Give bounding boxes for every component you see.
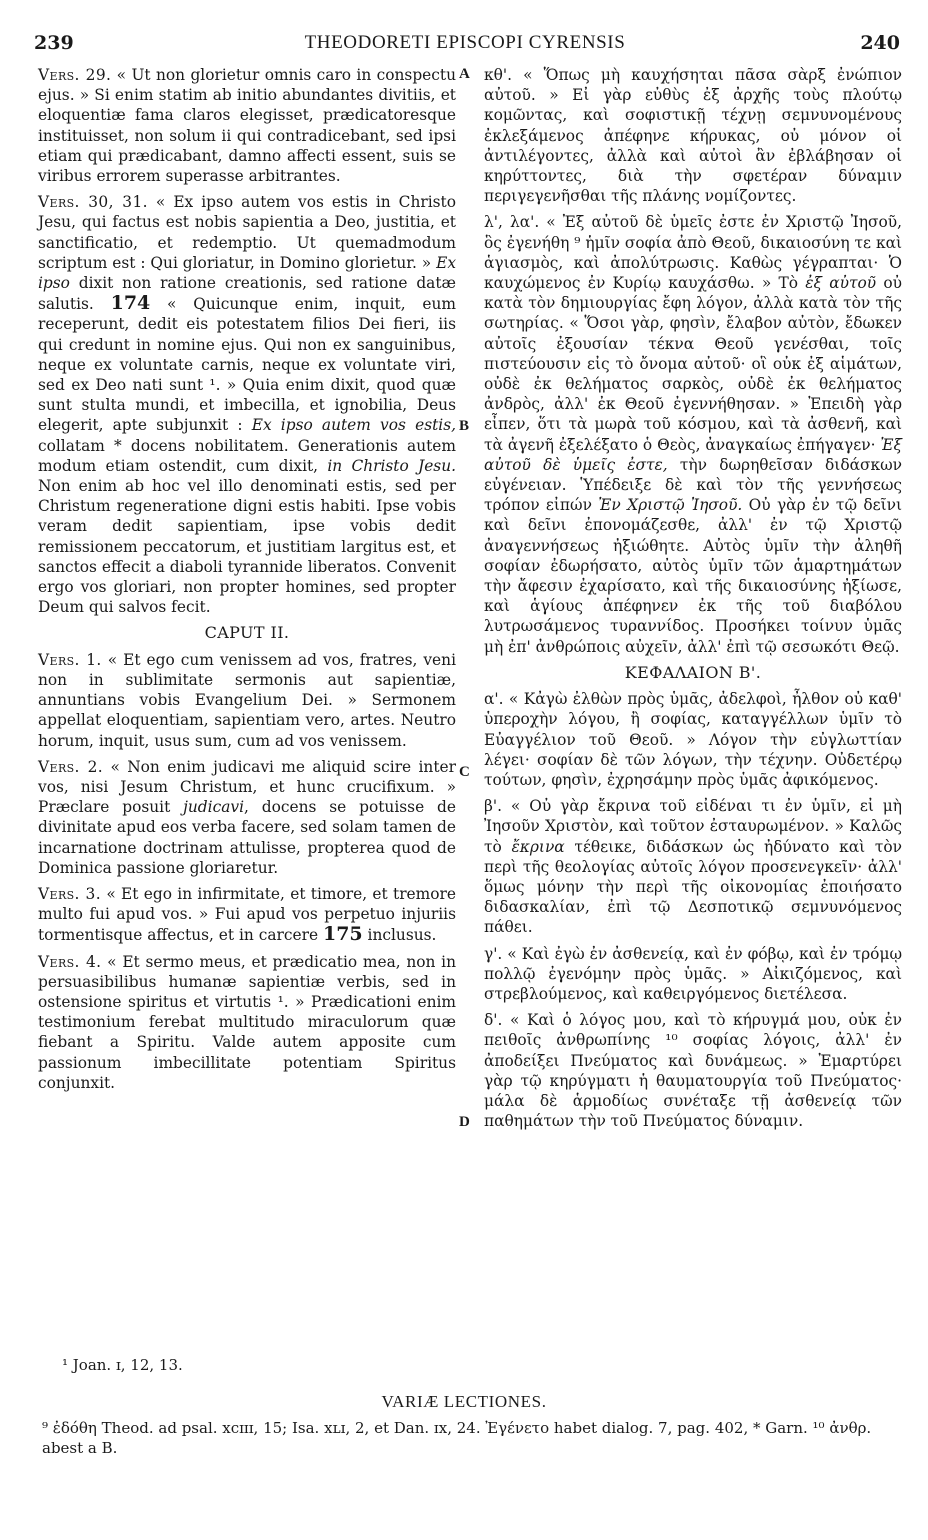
running-header [30, 32, 900, 58]
margin-letter-b: B [459, 418, 470, 434]
greek-text: οὐ κατὰ τὸν δημιουργίας ἔφη λόγον, ἀλλὰ κατὰ τὸν τῆς σωτηρίας. « Ὅσοι γὰρ, φησὶν, ἔλαβον αὐτὸν, ἔδωκεν αὐτοῖς ἐξουσίαν τέκνα Θεοῦ γενέσθαι, τοῖς πιστεύουσιν εἰς τὸ ὄνομα αὐτοῦ· οἳ οὐκ ἐξ αἱμάτων, οὐδὲ ἐκ θελήματος σαρκὸς, οὐδὲ ἐκ θελήματος ἀνδρὸς, ἀλλ' ἐκ Θεοῦ ἐγεννήθησαν. » Ἐπειδὴ γὰρ εἶπεν, ὅτι τὰ μωρὰ τοῦ κόσμου, καὶ τὰ ἀσθενῆ, καὶ τὰ ἀγενῆ ἐξελέξατο ὁ Θεὸς, ἀναγκαίως ἐπήγαγεν· [484, 274, 903, 454]
latin-paragraph [38, 757, 456, 878]
greek-paragraph: α'. « Κἀγὼ ἐλθὼν πρὸς ὑμᾶς, ἀδελφοὶ, ἦλθον οὐ καθ' ὑπεροχὴν λόγου, ἢ σοφίας, καταγγέλλων ὑμῖν τὸ Εὐαγγέλιον τοῦ Θεοῦ. » Λόγον τὴν εὐγλωττίαν λέγει· σοφίαν δὲ τῶν λόγων, τὴν τέχνην. Οὐδετέρῳ τούτων, φησὶν, ἐχρησάμην πρὸς ὑμᾶς ἀφικόμενος. [484, 690, 902, 789]
greek-paragraph [484, 796, 902, 937]
greek-paragraph: δ'. « Καὶ ὁ λόγος μου, καὶ τὸ κήρυγμά μου, οὐκ ἐν πειθοῖς ἀνθρωπίνης ¹⁰ σοφίας λόγοις, ἀλλ' ἐν ἀποδείξει Πνεύματος καὶ δυνάμεως. » Ἐμαρτύρει γὰρ τῷ κηρύγματι ἡ θαυματουργία τοῦ Πνεύματος· μάλα δὲ ἁρμοδίως συνέταξε τῇ ἀσθενείᾳ τῶν παθημάτων τὴν τοῦ Πνεύματος δύναμιν. [484, 1011, 902, 1131]
margin-letter-a: A [459, 66, 470, 82]
latin-italic: in Christo Jesu. [327, 456, 457, 475]
verse-label: Vers. 1. [38, 650, 102, 669]
latin-text: « Ex ipso autem vos estis in Christo Jesu, qui factus est nobis sapientia a Deo, justitia, et sanctificatio, et redemptio. Ut quemadmodum scriptum est : Qui gloriatur, in Domino glorietur. » [38, 193, 456, 272]
latin-text: « Et ego cum venissem ad vos, fratres, veni non in sublimitate sermonis aut sapientiæ, annuntians vobis Evangelium Dei. » Sermonem appellat eloquentiam, sapientiam vero, artes. Neutro horum, inquit, usus sum, cum ad vos venissem. [38, 650, 456, 750]
caput-heading: CAPUT II. [204, 623, 290, 643]
column-number: 175 [322, 923, 363, 946]
greek-column [484, 65, 902, 1137]
varia-lectiones-text: ⁹ ἐδόθη Theod. ad psal. xcɪɪɪ, 15; Isa. xʟɪ, 2, et Dan. ɪx, 24. Ἐγένετο habet dialog. 7, pag. 402, * Garn. ¹⁰ ἀνθρ. abest a B. [42, 1419, 872, 1457]
column-number: 174 [110, 292, 151, 315]
kephalaion-heading: ΚΕΦΑΛΑΙΟΝ Β'. [624, 662, 762, 682]
greek-italic: Ἐν Χριστῷ Ἰησοῦ. [598, 496, 743, 515]
margin-letter-c: C [459, 764, 470, 780]
greek-paragraph [484, 212, 902, 656]
margin-letter-d: D [459, 1114, 470, 1130]
verse-label: Vers. 30, 31. [38, 193, 148, 212]
greek-text: τὴν δωρηθεῖσαν διδάσκων εὐγένειαν. Ὑπέδειξε δὲ καὶ τὸν τῆς γεννήσεως τρόπον εἰπών [484, 455, 903, 515]
greek-italic: ἔκρινα [511, 837, 565, 856]
greek-paragraph: γ'. « Καὶ ἐγὼ ἐν ἀσθενείᾳ, καὶ ἐν φόβῳ, καὶ ἐν τρόμῳ πολλῷ ἐγενόμην πρὸς ὑμᾶς. » Αἰκιζόμενος, καὶ στρεβλούμενος, καὶ καθειργόμενος διετέλεσα. [484, 944, 902, 1003]
verse-label: Vers. 3. [38, 884, 102, 903]
varia-lectiones-title: VARIÆ LECTIONES. [381, 1392, 547, 1411]
verse-label: Vers. 29. [38, 66, 112, 84]
latin-paragraph [38, 65, 456, 186]
verse-label: Vers. 2. [38, 757, 104, 776]
greek-text: Οὐ γὰρ ἐν τῷ δεῖνι καὶ δεῖνι ἐπονομάζεσθε, ἀλλ' ἐν τῷ Χριστῷ ἀναγεννήσεως ἠξιώθητε. Αὐτὸς ὑμῖν τὴν ἀληθῆ σοφίαν ἐδωρήσατο, αὐτὸς ὑμῖν τῶν ἁμαρτημάτων τὴν ἄφεσιν ἐχαρίσατο, καὶ τῆς δικαιοσύνης ἠξίωσε, καὶ ἁγίους ἀπέφηνεν ἐκ τῆς τοῦ διαβόλου λυτρωσάμενος τυραννίδος. Προσήκει τοίνυν ὑμᾶς μὴ ἐπ' ἀνθρώποις αὐχεῖν, ἀλλ' ἐπὶ τῷ σεσωκότι Θεῷ. [484, 496, 902, 656]
page-number-right: 240 [860, 32, 900, 54]
latin-paragraph [38, 650, 456, 751]
latin-paragraph [38, 884, 456, 946]
greek-text: λ', λα'. « Ἐξ αὐτοῦ δὲ ὑμεῖς ἐστε ἐν Χριστῷ Ἰησοῦ, ὃς ἐγενήθη ⁹ ἡμῖν σοφία ἀπὸ Θεοῦ, δικαιοσύνη τε καὶ ἁγιασμὸς, καὶ ἀπολύτρωσις. Καθὼς γέγραπται· Ὁ καυχώμενος ἐν Κυρίῳ καυχάσθω. » Τὸ [484, 213, 902, 293]
latin-text: « Quicunque enim, inquit, eum receperunt, dedit eis potestatem filios Dei fieri, iis qui credunt in nomine ejus. Qui non ex sanguinibus, neque ex voluntate carnis, neque ex voluntate viri, sed ex Deo nati sunt ¹. » Quia enim dixit, quod quæ sunt stulta mundi, et imbecilla, et ignobilia, Deus elegerit, apte subjunxit : [38, 295, 456, 435]
latin-text: « Et sermo meus, et prædicatio mea, non in persuasibilibus humanæ sapientiæ verbis, sed in ostensione spiritus et virtutis ¹. » Prædicationi enim testimonium ferebat multitudo miraculorum quæ fiebant a Spiritu. Valde autem apposite cum passionum imbecillitate potentiam Spiritus conjunxit. [38, 952, 456, 1092]
latin-text: dixit non ratione creationis, sed ratione datæ salutis. [38, 274, 456, 314]
greek-italic: Ἐξ αὐτοῦ δὲ ὑμεῖς ἐστε, [484, 435, 902, 474]
greek-italic: ἐξ αὐτοῦ [805, 274, 877, 293]
latin-text: « Ut non glorietur omnis caro in conspectu ejus. » Si enim statim ab initio abundantes divitiis, et eloquentiæ fama claros elegisset, prædicatoresque instituisset, non solum ii qui contradicebant, sed ipsi etiam qui prædicabant, damno affecti essent, suis se viribus errorem superasse arbitrantes. [38, 66, 457, 186]
latin-text: , docens se potuisse de divinitate apud eos verba facere, sed solam tamen de incarnatione doctrinam attulisse, propterea quod de Dominica passione gloriaretur. [38, 798, 456, 877]
verse-label: Vers. 4. [38, 952, 102, 971]
latin-column [38, 65, 456, 1099]
page-number-left: 239 [34, 32, 74, 54]
greek-text: β'. « Οὐ γὰρ ἔκρινα τοῦ εἰδέναι τι ἐν ὑμῖν, εἰ μὴ Ἰησοῦν Χριστὸν, καὶ τοῦτον ἐσταυρωμένον. » Καλῶς τὸ [484, 797, 902, 856]
greek-text: τέθεικε, διδάσκων ὡς ἠδύνατο καὶ τὸν περὶ τῆς θεολογίας αὐτοῖς λόγον προσενεγκεῖν· ἀλλ' ὅμως μόνην τὴν περὶ τῆς οἰκονομίας ἐποιήσατο διδασκαλίαν, ἐπὶ τῷ Δεσποτικῷ σεμνυνόμενος πάθει. [484, 837, 902, 937]
latin-text: inclusus. [362, 926, 437, 945]
latin-italic: Ex ipso [38, 253, 456, 293]
latin-italic: Ex ipso autem vos estis, [251, 416, 456, 435]
latin-paragraph [38, 192, 456, 617]
latin-italic: judicavi [183, 798, 244, 817]
footnote: ¹ Joan. ɪ, 12, 13. [62, 1356, 183, 1374]
greek-paragraph: κθ'. « Ὅπως μὴ καυχήσηται πᾶσα σὰρξ ἐνώπιον αὐτοῦ. » Εἰ γὰρ εὐθὺς ἐξ ἀρχῆς τοὺς πλούτῳ κομῶντας, καὶ σοφιστικῇ τέχνῃ σεμνυνομένους ἐκλεξάμενος ἀπέφηνε κήρυκας, οὐ μόνον οἱ ἀντιλέγοντες, ἀλλὰ καὶ αὐτοὶ ἂν ἐβλάβησαν οἱ κηρύττοντες, διὰ τὴν σφετέραν δύναμιν περιγεγενῆσθαι τῆς πλάνης νομίζοντες. [484, 66, 902, 206]
latin-text: « Non enim judicavi me aliquid scire inter vos, nisi Jesum Christum, et hunc crucifixum. » Præclare posuit [38, 757, 456, 817]
latin-text: « Et ego in infirmitate, et timore, et tremore multo fui apud vos. » Fui apud vos perpetuo injuriis tormentisque affectus, et in carcere [38, 884, 456, 945]
latin-text: collatam * docens nobilitatem. Generationis autem modum etiam ostendit, cum dixit, [38, 436, 456, 475]
running-title: THEODORETI EPISCOPI CYRENSIS [304, 32, 626, 53]
latin-text: Non enim ab hoc vel illo denominati estis, sed per Christum regeneratione digni estis habiti. Ipse vobis veram dedit sapientiam, ipse vobis dedit remissionem peccatorum, et justitiam largitus est, et sanctos effecit a diaboli tyrannide liberatos. Convenit ergo vos gloriari, non propter homines, sed propter Deum qui salvos fecit. [38, 477, 456, 617]
latin-paragraph [38, 952, 456, 1093]
